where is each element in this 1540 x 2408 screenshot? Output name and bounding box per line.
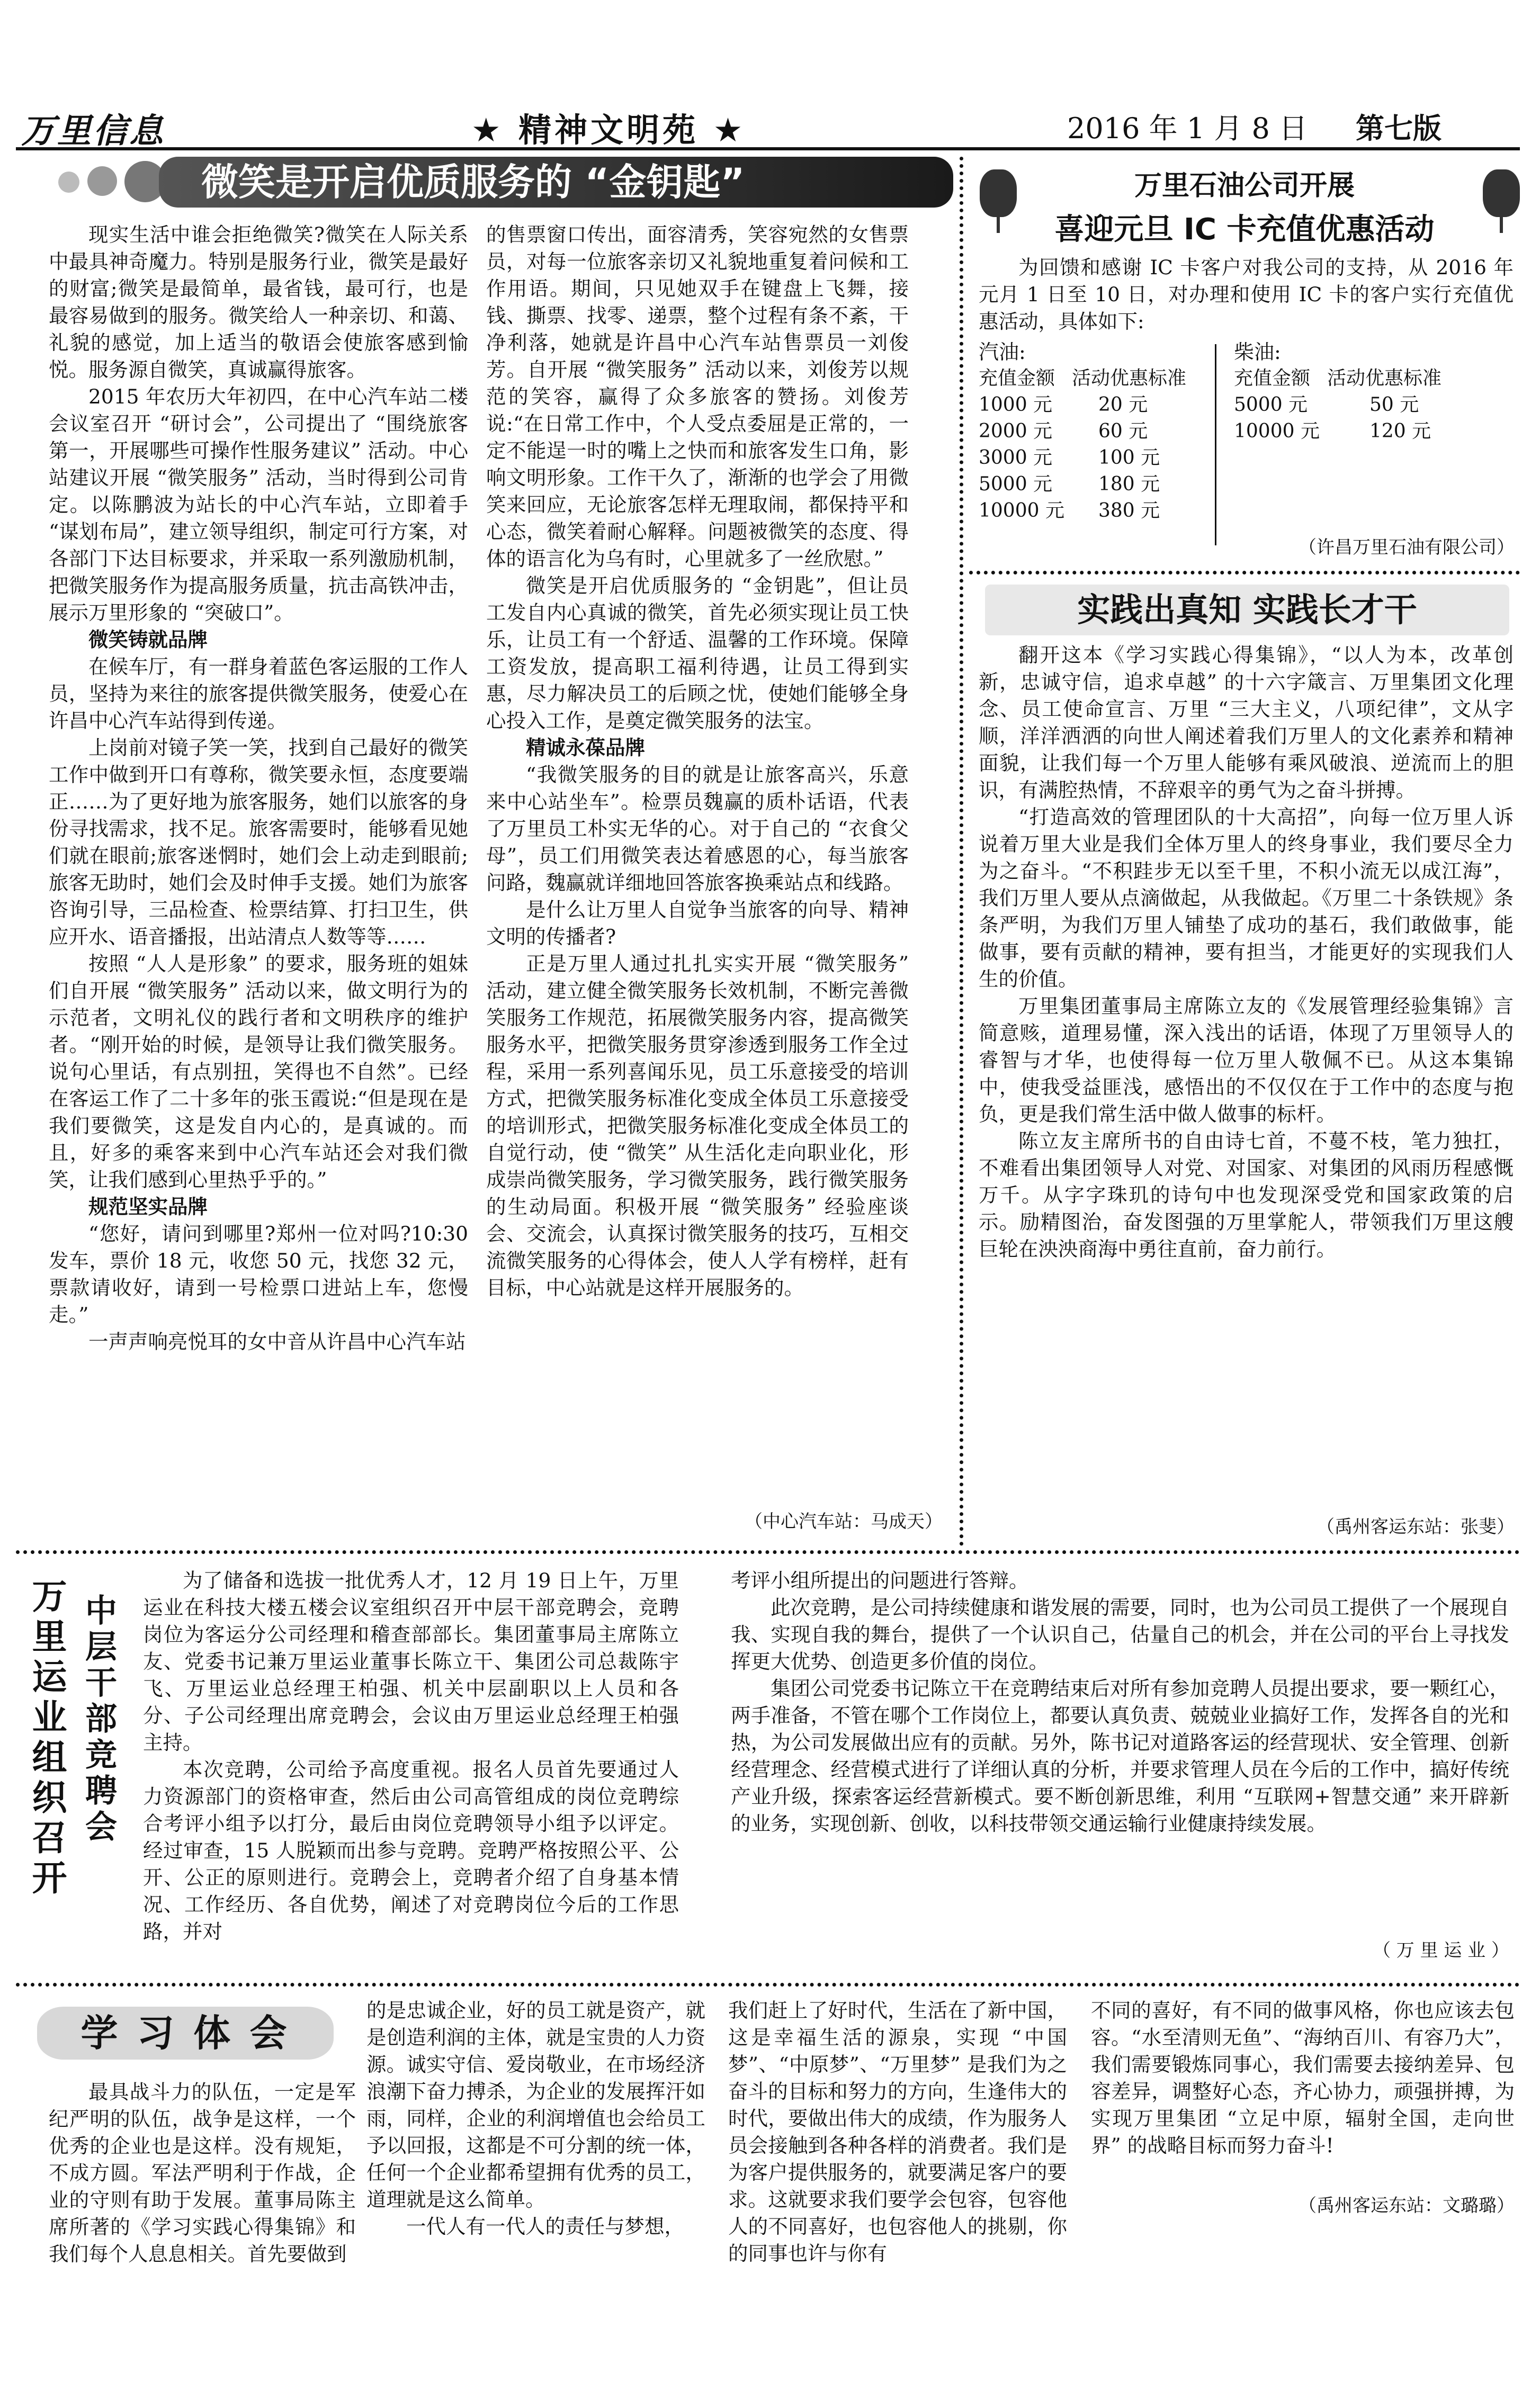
ic-diesel-h-bonus: 活动优惠标准	[1327, 367, 1441, 389]
study-column-2	[366, 1997, 705, 2240]
ic-title-line2: 喜迎元旦 IC 卡充值优惠活动	[1054, 212, 1435, 247]
divider-vertical-right	[960, 157, 963, 1547]
table-row	[979, 418, 1194, 445]
ic-diesel-bonus: 120 元	[1369, 420, 1431, 442]
ic-gas-amount: 2000 元	[979, 420, 1053, 442]
ic-diesel-table	[1234, 365, 1449, 445]
table-row	[979, 498, 1194, 524]
ic-diesel-h-amount: 充值金额	[1234, 367, 1311, 389]
study-c3: 我们赶上了好时代，生活在了新中国，这是幸福生活的源泉，实现 “中国梦”、“中原梦”、“万里梦” 是我们为之奋斗的目标和努力的方向，生逢伟大的时代，要做出伟大的成绩，作为服务人员会接触到各种各样的消费者。我们是为客户提供服务的，就要满足客户的要求。这就要求我们要学会包容，包容他人的不同喜好，也包容他人的挑剔，你的同事也许与你有	[728, 1999, 1067, 2265]
recruit-vertical-title-1: 万里运业组织召开	[26, 1578, 67, 1900]
table-row	[979, 445, 1194, 471]
study-title: 学 习 体 会	[37, 2007, 334, 2060]
ic-diesel-label: 柴油:	[1234, 340, 1281, 364]
table-row	[1234, 392, 1449, 418]
smile-c2-p5: 正是万里人通过扎扎实实开展 “微笑服务” 活动，建立健全微笑服务长效机制，不断完善微笑服务工作规范，拓展微笑服务内容，提高微笑服务水平，把微笑服务贯穿渗透到服务工作全过程，采用一系列喜闻乐见，员工乐意接受的培训方式，把微笑服务标准化变成全体员工乐意接受的培训形式，把微笑服务标准化变成全体员工的自觉行动，使 “微笑” 从生活化走向职业化，形成崇尚微笑服务，学习微笑服务，践行微笑服务的生动局面。积极开展 “微笑服务” 经验座谈会、交流会，认真探讨微笑服务的技巧，互相交流微笑服务的心得体会，使人人学有榜样，赶有目标，中心站就是这样开展服务的。	[486, 952, 909, 1299]
practice-p3: 万里集团董事局主席陈立友的《发展管理经验集锦》言简意赅，道理易懂，深入浅出的话语，体现了万里领导人的睿智与才华，也使得每一位万里人敬佩不已。从这本集锦中，使我受益匪浅，感悟出的不仅仅在于工作中的态度与抱负，更是我们常生活中做人做事的标杆。	[979, 994, 1514, 1126]
recruit-byline: （ 万 里 运 业 ）	[1372, 1940, 1509, 1961]
ic-gas-amount: 5000 元	[979, 473, 1053, 495]
study-column-1	[49, 2079, 356, 2268]
smile-subhead-3: 精诚永葆品牌	[526, 736, 645, 759]
practice-p2: “打造高效的管理团队的十大高招”，向每一位万里人诉说着万里大业是我们全体万里人的终身事业，我们要尽全力为之奋斗。“不积跬步无以至千里，不积小流无以成江海”，我们万里人要从点滴做起，从我做起。《万里二十条铁规》条条严明，为我们万里人铺垫了成功的基石，我们敢做事，能做事，要有贡献的精神，要有担当，才能更好的实现我们人生的价值。	[979, 805, 1514, 991]
study-column-3	[728, 1997, 1067, 2267]
smile-c1-p5: 按照 “人人是形象” 的要求，服务班的姐妹们自开展 “微笑服务” 活动以来，做文明行为的示范者，文明礼仪的践行者和文明秩序的维护者。“刚开始的时候，是领导让我们微笑服务。说句心里话，有点别扭，笑得也不自然”。已经在客运工作了二十多年的张玉霞说:“但是现在是我们要微笑，这是发自内心的，是真诚的。而且，好多的乘客来到中心汽车站还会对我们微笑，让我们感到心里热乎乎的。”	[49, 952, 468, 1191]
divider-lower-section	[16, 1983, 1520, 1987]
recruit-b-p0: 考评小组所提出的问题进行答辩。	[731, 1569, 1029, 1592]
recruit-a-p1: 为了储备和选拔一批优秀人才，12 月 19 日上午，万里运业在科技大楼五楼会议室组织召开中层干部竞聘会，竞聘岗位为客运分公司经理和稽查部部长。集团董事局主席陈立友、党委书记兼万里运业董事长陈立干、集团公司总裁陈宇飞、万里运业总经理王柏强、机关中层副职以上人员和各分、子公司经理出席竞聘会，会议由万里运业总经理王柏强主持。	[143, 1569, 679, 1754]
smile-c1-p3: 在候车厅，有一群身着蓝色客运服的工作人员，坚持为来往的旅客提供微笑服务，使爱心在许昌中心汽车站得到传递。	[49, 655, 468, 732]
ic-gas-table	[979, 365, 1194, 524]
ic-diesel-amount: 10000 元	[1234, 420, 1320, 442]
smile-column-1	[49, 221, 468, 1355]
masthead-date: 2016 年 1 月 8 日	[1067, 112, 1308, 145]
smile-byline: （中心汽车站：马成天）	[745, 1511, 943, 1532]
divider-ic-practice	[969, 571, 1520, 574]
masthead-rule	[16, 147, 1520, 150]
masthead-paper-name: 万里信息	[21, 112, 165, 151]
ic-diesel-amount: 5000 元	[1234, 394, 1308, 416]
smile-c1-p7: 一声声响亮悦耳的女中音从许昌中心汽车站	[88, 1330, 466, 1353]
smile-title-dots	[58, 160, 175, 208]
ic-gas-amount: 3000 元	[979, 447, 1053, 469]
ic-intro-text: 为回馈和感谢 IC 卡客户对我公司的支持，从 2016 年元月 1 日至 10 日，对办理和使用 IC 卡的客户实行充值优惠活动，具体如下:	[979, 256, 1514, 333]
smile-c1-p1: 现实生活中谁会拒绝微笑?微笑在人际关系中最具神奇魔力。特别是服务行业，微笑是最好的财富;微笑是最简单，最省钱，最可行，也是最容易做到的服务。微笑给人一种亲切、和蔼、礼貌的感觉，加上适当的敬语会使旅客感到愉悦。服务源自微笑，真诚赢得旅客。	[49, 223, 468, 381]
ic-table-divider	[1215, 344, 1216, 545]
recruit-b-p1: 此次竞聘，是公司持续健康和谐发展的需要，同时，也为公司员工提供了一个展现自我、实现自我的舞台，提供了一个认识自己，估量自己的机会，并在公司的平台上寻找发挥更大优势、创造更多价值的岗位。	[731, 1596, 1509, 1673]
recruit-column-b	[731, 1567, 1509, 1837]
smile-c2-p2: 微笑是开启优质服务的 “金钥匙”，但让员工发自内心真诚的微笑，首先必须实现让员工快乐，让员工有一个舒适、温馨的工作环境。保障工资发放，提高职工福利待遇，让员工得到实惠，尽力解决员工的后顾之忧，使她们能够全身心投入工作，是奠定微笑服务的法宝。	[486, 574, 909, 732]
ic-diesel-bonus: 50 元	[1369, 394, 1419, 416]
smile-c1-p4: 上岗前对镜子笑一笑，找到自己最好的微笑工作中做到开口有尊称，微笑要永恒，态度要端正……为了更好地为旅客服务，她们以旅客的身份寻找需求，找不足。旅客需要时，能够看见她们就在眼前;旅客迷惘时，她们会上动走到眼前;旅客无助时，她们会及时伸手支援。她们为旅客咨询引导，三品检查、检票结算、打扫卫生，供应开水、语音播报，出站清点人数等等……	[49, 736, 468, 948]
smile-title: 微笑是开启优质服务的 “金钥匙”	[159, 157, 953, 208]
recruit-vertical-title-2: 中层干部竞聘会	[80, 1594, 117, 1846]
recruit-column-a	[143, 1567, 679, 1945]
ic-gas-amount: 1000 元	[979, 394, 1053, 416]
recruit-a-p2: 本次竞聘，公司给予高度重视。报名人员首先要通过人力资源部门的资格审查，然后由公司高管组成的岗位竞聘综合考评小组予以打分，最后由岗位竞聘领导小组予以评定。经过审查，15 人脱颖而出参与竞聘。竞聘严格按照公平、公开、公正的原则进行。竞聘会上，竞聘者介绍了自身基本情况、工作经历、各自优势，阐述了对竞聘岗位今后的工作思路，并对	[143, 1758, 679, 1943]
ic-byline: （许昌万里石油有限公司）	[1299, 537, 1515, 558]
study-byline: （禹州客运东站：文璐璐）	[1299, 2195, 1515, 2216]
ic-gas-h-bonus: 活动优惠标准	[1071, 367, 1186, 389]
ic-gas-bonus: 180 元	[1098, 473, 1160, 495]
practice-body	[979, 642, 1514, 1263]
smile-c2-p1: 的售票窗口传出，面容清秀，笑容宛然的女售票员，对每一位旅客亲切又礼貌地重复着问候和工作用语。期间，只见她双手在键盘上飞舞，接钱、撕票、找零、递票，整个过程有条不紊，干净利落，她就是许昌中心汽车站售票员一刘俊芳。自开展 “微笑服务” 活动以来，刘俊芳以规范的笑容，赢得了众多旅客的赞扬。刘俊芳说:“在日常工作中，个人受点委屈是正常的，一定不能逞一时的嘴上之快而和旅客发生口角，影响文明形象。工作干久了，渐渐的也学会了用微笑来回应，无论旅客怎样无理取闹，都保持平和心态，微笑着耐心解释。问题被微笑的态度、得体的语言化为乌有时，心里就多了一丝欣慰。”	[486, 223, 909, 570]
masthead-section: ★ 精神文明苑 ★	[471, 111, 746, 149]
smile-subhead-1: 微笑铸就品牌	[88, 628, 208, 651]
practice-p4: 陈立友主席所书的自由诗七首，不蔓不枝，笔力独扛，不难看出集团领导人对党、对国家、对集团的风雨历程感慨万千。从字字珠玑的诗句中也发现深受党和国家政策的启示。励精图治，奋发图强的万里掌舵人，带领我们万里这艘巨轮在泱泱商海中勇往直前，奋力前行。	[979, 1129, 1514, 1261]
practice-byline: （禹州客运东站：张斐）	[1317, 1516, 1515, 1538]
ic-gas-bonus: 380 元	[1098, 500, 1160, 522]
ic-title-line1: 万里石油公司开展	[1134, 170, 1355, 202]
study-c1: 最具战斗力的队伍，一定是军纪严明的队伍，战争是这样，一个优秀的企业也是这样。没有规矩，不成方圆。军法严明利于作战，企业的守则有助于发展。董事局陈主席所著的《学习实践心得集锦》和我们每个人息息相关。首先要做到	[49, 2080, 356, 2266]
practice-title: 实践出真知 实践长才干	[985, 585, 1509, 635]
study-c4: 不同的喜好，有不同的做事风格，你也应该去包容。“水至清则无鱼”、“海纳百川、有容乃大”，我们需要锻炼同事心，我们需要去接纳差异、包容差异，调整好心态，齐心协力，顽强拼搏，为实现万里集团 “立足中原，辐射全国，走向世界” 的战略目标而努力奋斗!	[1091, 1999, 1515, 2157]
masthead-edition: 第七版	[1356, 112, 1441, 145]
ic-gas-amount: 10000 元	[979, 500, 1064, 522]
smile-column-2	[486, 221, 909, 1301]
ic-intro	[979, 254, 1514, 335]
recruit-b-p2: 集团公司党委书记陈立干在竞聘结束后对所有参加竞聘人员提出要求，要一颗红心，两手准备，不管在哪个工作岗位上，都要认真负责、兢兢业业搞好工作，发挥各自的光和热，为公司发展做出应有的贡献。另外，陈书记对道路客运的经营现状、安全管理、创新经营理念、经营模式进行了详细认真的分析，并要求管理人员在今后的工作中，搞好传统产业升级，探索客运经营新模式。要不断创新思维，利用 “互联网+智慧交通” 来开辟新的业务，实现创新、创收，以科技带领交通运输行业健康持续发展。	[731, 1677, 1509, 1835]
smile-c1-p2: 2015 年农历大年初四，在中心汽车站二楼会议室召开 “研讨会”，公司提出了 “围绕旅客第一，开展哪些可操作性服务建议” 活动。中心站建议开展 “微笑服务” 活动，当时得到公司肯定。以陈鹏波为站长的中心汽车站，立即着手 “谋划布局”，建立领导组织，制定可行方案，对各部门下达目标要求，并采取一系列激励机制，把微笑服务作为提高服务质量，抗击高铁冲击，展示万里形象的 “突破口”。	[49, 385, 468, 624]
ic-gas-h-amount: 充值金额	[979, 367, 1055, 389]
ic-gas-bonus: 60 元	[1098, 420, 1148, 442]
ic-gas-bonus: 20 元	[1098, 394, 1148, 416]
ic-gas-label: 汽油:	[979, 340, 1026, 364]
divider-upper-section	[16, 1550, 1520, 1554]
table-row	[1234, 418, 1449, 445]
table-row	[979, 392, 1194, 418]
smile-c1-p6: “您好，请问到哪里?郑州一位对吗?10:30 发车，票价 18 元，收您 50 元，找您 32 元，票款请收好，请到一号检票口进站上车，您慢走。”	[49, 1222, 468, 1326]
practice-p1: 翻开这本《学习实践心得集锦》，“以人为本，改革创新，忠诚守信，追求卓越” 的十六字箴言、万里集团文化理念、员工使命宣言、万里 “三大主义，八项纪律”，文从字顺，洋洋洒洒的向世人阐述着我们万里人的文化素养和精神面貌，让我们每一个万里人能够有乘风破浪、逆流而上的胆识，有满腔热情，不辞艰辛的勇气为之奋斗拼搏。	[979, 643, 1514, 802]
smile-c2-p4: 是什么让万里人自觉争当旅客的向导、精神文明的传播者?	[486, 898, 909, 948]
table-row	[979, 471, 1194, 498]
study-c2b: 一代人有一代人的责任与梦想，	[406, 2215, 684, 2238]
smile-subhead-2: 规范坚实品牌	[88, 1195, 208, 1218]
ic-gas-bonus: 100 元	[1098, 447, 1160, 469]
study-column-4	[1091, 1997, 1515, 2159]
study-c2a: 的是忠诚企业，好的员工就是资产，就是创造利润的主体，就是宝贵的人力资源。诚实守信、爱岗敬业，在市场经济浪潮下奋力搏杀，为企业的发展挥汗如雨，同样，企业的利润增值也会给员工予以回报，这都是不可分割的统一体，任何一个企业都希望拥有优秀的员工，道理就是这么简单。	[366, 1999, 705, 2211]
smile-c2-p3: “我微笑服务的目的就是让旅客高兴，乐意来中心站坐车”。检票员魏赢的质朴话语，代表了万里员工朴实无华的心。对于自己的 “衣食父母”，员工们用微笑表达着感恩的心，每当旅客问路，魏赢就详细地回答旅客换乘站点和线路。	[486, 763, 909, 894]
